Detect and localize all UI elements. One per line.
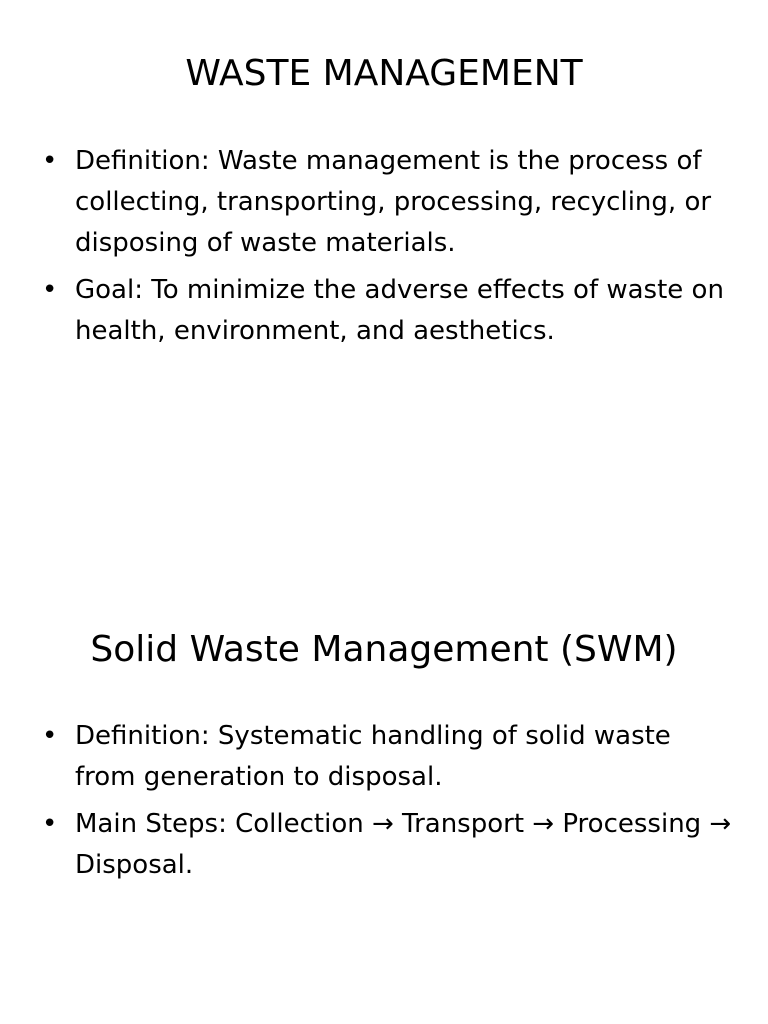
- bullet-icon: •: [42, 275, 58, 305]
- bullet-icon: •: [42, 721, 58, 751]
- bullet-main-steps: [42, 804, 732, 886]
- bullet-list: [42, 141, 732, 358]
- bullet-definition: [42, 141, 732, 264]
- slide-title: Solid Waste Management (SWM): [90, 629, 678, 670]
- bullet-list: [42, 716, 732, 892]
- slide-solid-waste-management: [0, 512, 768, 1024]
- bullet-icon: •: [42, 146, 58, 176]
- bullet-text: Main Steps: Collection → Transport → Processing → Disposal.: [75, 809, 732, 880]
- slide-title: WASTE MANAGEMENT: [185, 53, 583, 94]
- bullet-definition: [42, 716, 732, 798]
- bullet-goal: [42, 270, 732, 352]
- bullet-icon: •: [42, 809, 58, 839]
- bullet-text: Goal: To minimize the adverse effects of waste on health, environment, and aesthetics.: [75, 275, 724, 346]
- bullet-text: Definition: Waste management is the process of collecting, transporting, processing, recycling, or disposing of waste materials.: [75, 146, 712, 258]
- bullet-text: Definition: Systematic handling of solid waste from generation to disposal.: [75, 721, 671, 792]
